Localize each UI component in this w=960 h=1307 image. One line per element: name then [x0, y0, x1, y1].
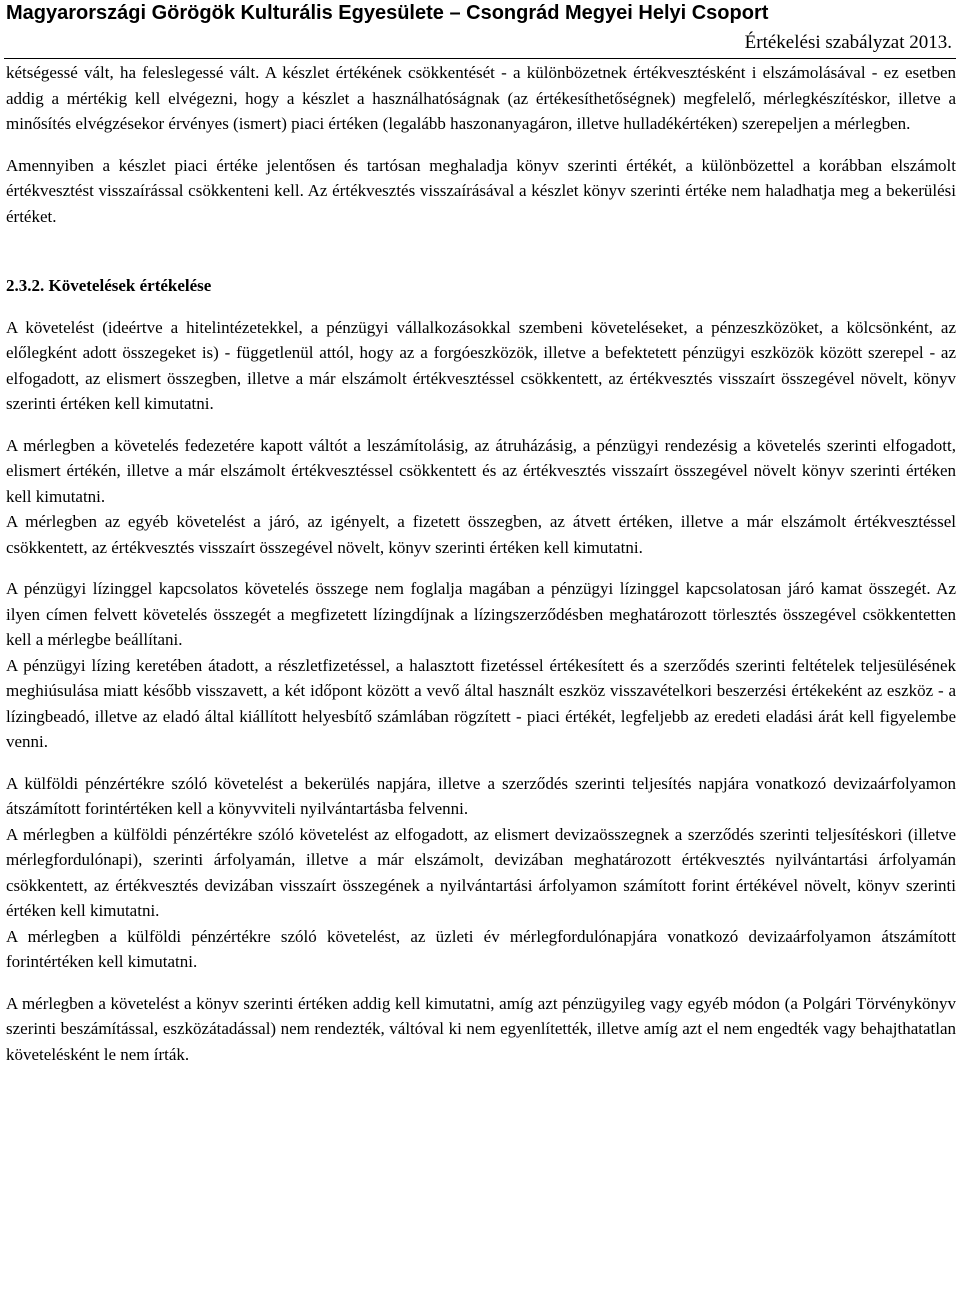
page-header	[0, 0, 960, 60]
organization-title: Magyarországi Görögök Kulturális Egyesülete – Csongrád Megyei Helyi Csoport	[6, 2, 769, 24]
paragraph-other-receivables: A mérlegben az egyéb követelést a járó, az igényelt, a fizetett összegben, az átvett értéken, illetve a már elszámolt értékvesztéssel csökkentett, az értékvesztés visszaírt összegével növelt, könyv szerinti értéken kell kimutatni.	[6, 512, 956, 557]
paragraph-receivables-valuation: A követelést (ideértve a hitelintézetekkel, a pénzügyi vállalkozásokkal szembeni követeléseket, a pénzeszközöket, a kölcsönként, az előlegként adott összegeket is) - függetlenül attól, hogy az a forgóeszközök, illetve a befektetett pénzügyi eszközök között szerepel - az elfogadott, az elismert összegben, illetve a már elszámolt értékvesztéssel csökkentett, az értékvesztés visszaírt összegével növelt, könyv szerinti értéken kell kimutatni.	[6, 317, 956, 413]
paragraph-bill-of-exchange: A mérlegben a követelés fedezetére kapott váltót a leszámítolásig, az átruházásig, a pénzügyi rendezésig a követelés szerinti elfogadott, elismert értékén, illetve a már elszámolt értékvesztéssel csökkentett és az értékvesztés visszaírt összegével növelt könyv szerinti értéken kell kimutatni.	[6, 435, 956, 506]
section-heading: 2.3.2. Követelések értékelése	[6, 276, 212, 295]
document-body	[6, 60, 956, 1067]
paragraph-foreign-currency-balance: A mérlegben a külföldi pénzértékre szóló követelést az elfogadott, az elismert devizaösszegnek a szerződés szerinti teljesítéskori (illetve mérlegfordulónapi), szerinti árfolyamán, illetve a már elszámolt, devizában meghatározott értékvesztés nyilvántartási árfolyamán csökkentett, az értékvesztés devizában visszaírt összegének a nyilvántartási árfolyamon számított forint értékével növelt, könyv szerinti értéken kell kimutatni.	[6, 824, 956, 920]
paragraph-foreign-currency-yearend: A mérlegben a külföldi pénzértékre szóló követelést, az üzleti év mérlegfordulónapjára vonatkozó devizaárfolyamon átszámított forintértéken kell kimutatni.	[6, 926, 956, 971]
header-divider	[4, 58, 956, 59]
paragraph-foreign-currency-recording: A külföldi pénzértékre szóló követelést a bekerülés napjára, illetve a szerződés szerinti teljesítés napjára vonatkozó devizaárfolyamon átszámított forintértéken kell a könyvviteli nyilvántartásba felvenni.	[6, 773, 956, 818]
paragraph-lease-repossession: A pénzügyi lízing keretében átadott, a részletfizetéssel, a halasztott fizetéssel értékesített és a szerződés szerinti feltételek teljesülésének meghiúsulása miatt később visszavett, a két időpont között a vevő által használt eszköz visszavételkori beszerzési értékeként az eszköz - a lízingbeadó, illetve az eladó által kiállított helyesbítő számlában rögzített - piaci értékét, legfeljebb az eredeti eladási árát kell figyelembe venni.	[6, 655, 956, 751]
paragraph-inventory-reversal: Amennyiben a készlet piaci értéke jelentősen és tartósan meghaladja könyv szerinti értékét, a különbözettel a korábban elszámolt értékvesztést visszaírással csökkenteni kell. Az értékvesztés visszaírásával a készlet könyv szerinti értéke nem haladhatja meg a bekerülési értéket.	[6, 155, 956, 226]
document-title: Értékelési szabályzat 2013.	[744, 32, 952, 53]
paragraph-financial-lease: A pénzügyi lízinggel kapcsolatos követelés összege nem foglalja magában a pénzügyi lízinggel kapcsolatosan járó kamat összegét. Az ilyen címen felvett követelés összegét a megfizetett lízingdíjnak a lízingszerződésben meghatározott törlesztés összegével csökkentetten kell a mérlegbe beállítani.	[6, 579, 956, 649]
paragraph-receivable-derecognition: A mérlegben a követelést a könyv szerinti értéken addig kell kimutatni, amíg azt pénzügyileg vagy egyéb módon (a Polgári Törvénykönyv szerinti beszámítással, eszközátadással) nem rendezték, váltóval ki nem egyenlítették, illetve amíg azt el nem engedték vagy behajthatatlan követelésként le nem írták.	[6, 993, 956, 1064]
paragraph-inventory-writedown: kétségessé vált, ha feleslegessé vált. A készlet értékének csökkentését - a különbözetnek értékvesztésként i elszámolásával - ez esetben addig a mértékig kell elvégezni, hogy a készlet a használhatóságnak (az értékesíthetőségnek) megfelelő, mérlegkészítéskor, illetve a minősítés elvégzésekor érvényes (ismert) piaci értéken (legalább haszonanyagáron, illetve hulladékértéken) szerepeljen a mérlegben.	[6, 63, 956, 133]
